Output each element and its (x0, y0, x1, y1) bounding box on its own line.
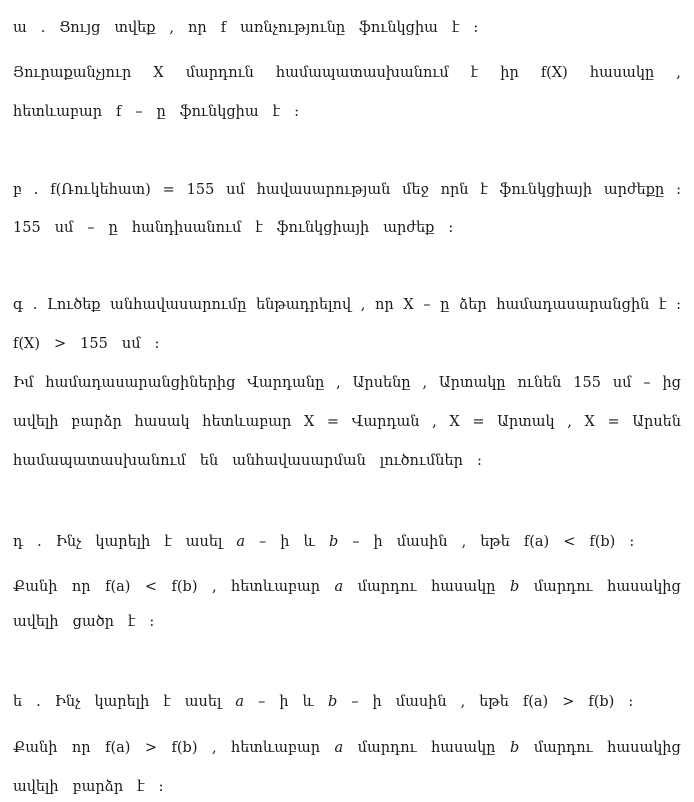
section-a-line-2: Յուրաքանչյուր X մարդուն համապատասխանում է իր f(X) հասակը , (13, 65, 681, 81)
section-e-line-2: Քանի որ f(a) > f(b) , հետևաբար a մարդու հասակը b մարդու հասակից (13, 740, 681, 756)
section-b-line-1: բ . f(Ռուկեհատ) = 155 սմ հավասարության մեջ որն է ֆունկցիայի արժեքը : (13, 182, 681, 198)
section-c-line-3: Իմ համադասարանցիներից Վարդանը , Արսենը , Արտակը ունեն 155 սմ – ից (13, 375, 681, 391)
section-b-line-2: 155 սմ – ը հանդիսանում է ֆունկցիայի արժեք : (13, 220, 454, 236)
section-c-line-1: գ . Լուծեք անհավասարումը ենթադրելով , որ X – ը ձեր համադասարանցին է : (13, 297, 681, 313)
section-d-line-3: ավելի ցածր է : (13, 614, 155, 630)
section-a-line-1: ա . Ցույց տվեք , որ f առնչությունը ֆունկցիա է : (13, 20, 479, 36)
section-e-line-3: ավելի բարձր է : (13, 779, 164, 795)
section-e-line-1: ե . Ինչ կարելի է ասել a – ի և b – ի մասին , եթե f(a) > f(b) : (13, 694, 634, 710)
section-c-line-2: f(X) > 155 սմ : (13, 336, 160, 352)
section-d-line-2: Քանի որ f(a) < f(b) , հետևաբար a մարդու հասակը b մարդու հասակից (13, 579, 681, 595)
section-a-line-3: հետևաբար f – ը ֆունկցիա է : (13, 104, 299, 120)
section-c-line-5: համապատասխանում են անհավասարման լուծումներ : (13, 453, 482, 469)
section-d-line-1: դ . Ինչ կարելի է ասել a – ի և b – ի մասին , եթե f(a) < f(b) : (13, 534, 635, 550)
section-c-line-4: ավելի բարձր հասակ հետևաբար X = Վարդան , X = Արտակ , X = Արսեն (13, 414, 681, 430)
